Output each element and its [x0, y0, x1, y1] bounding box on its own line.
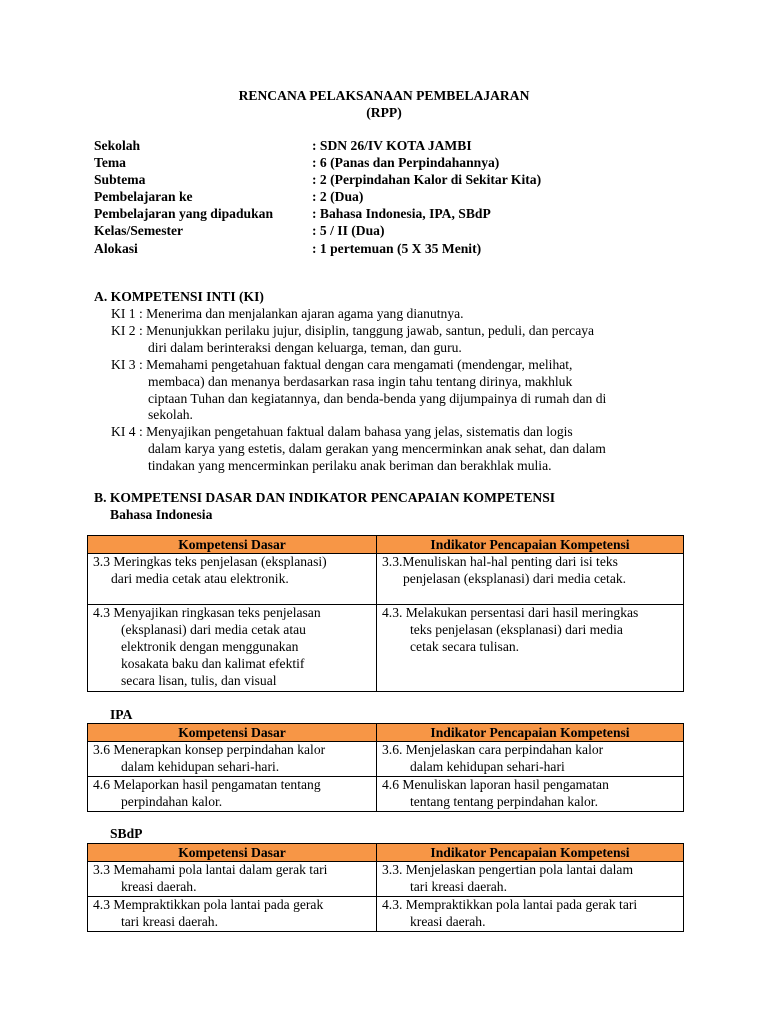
ipk-cell	[377, 896, 684, 931]
info-row-subtema	[94, 172, 694, 189]
section-b-heading: B. KOMPETENSI DASAR DAN INDIKATOR PENCAPAIAN KOMPETENSI	[94, 490, 556, 505]
info-label: Sekolah	[94, 138, 141, 153]
info-row-kelas-semester	[94, 223, 694, 240]
info-row-pembelajaran-ke	[94, 189, 694, 206]
info-row-sekolah	[94, 138, 694, 155]
section-a-heading: A. KOMPETENSI INTI (KI)	[94, 289, 264, 304]
ki-text-cont: tindakan yang mencerminkan perilaku anak beriman dan berakhlak mulia.	[148, 458, 552, 474]
info-label: Alokasi	[94, 240, 138, 256]
kd-text-cont: kreasi daerah.	[121, 878, 197, 894]
header-kompetensi-dasar: Kompetensi Dasar	[88, 844, 377, 862]
kd-text-cont: secara lisan, tulis, dan visual	[121, 672, 277, 688]
ki-item	[111, 323, 675, 357]
kd-text-cont: dalam kehidupan sehari-hari.	[121, 758, 280, 774]
ipk-text-cont: teks penjelasan (eksplanasi) dari media	[410, 621, 623, 637]
info-label: Pembelajaran ke	[94, 189, 193, 205]
header-kompetensi-dasar: Kompetensi Dasar	[88, 536, 377, 554]
kd-text: 3.6 Menerapkan konsep perpindahan kalor	[93, 742, 326, 757]
ipk-cell	[377, 742, 684, 777]
ki-text-cont: ciptaan Tuhan dan kegiatannya, dan benda-benda yang dijumpainya di rumah dan di	[148, 390, 607, 406]
ki-item	[111, 306, 675, 323]
ki-list	[111, 306, 675, 475]
info-label: Subtema	[94, 172, 146, 188]
ipk-cell	[377, 605, 684, 692]
info-row-tema	[94, 155, 694, 172]
info-value: : 6 (Panas dan Perpindahannya)	[312, 155, 500, 171]
kd-text: 4.6 Melaporkan hasil pengamatan tentang	[93, 776, 321, 792]
kd-text-cont: tari kreasi daerah.	[121, 913, 218, 929]
ipk-text-cont: kreasi daerah.	[410, 913, 486, 929]
header-indikator: Indikator Pencapaian Kompetensi	[377, 844, 684, 862]
ipk-text: 3.6. Menjelaskan cara perpindahan kalor	[382, 742, 604, 757]
info-label: Tema	[94, 155, 126, 171]
kd-text: 4.3 Mempraktikkan pola lantai pada gerak	[93, 896, 324, 912]
ki-text: KI 3 : Memahami pengetahuan faktual dengan cara mengamati (mendengar, melihat,	[111, 356, 573, 372]
kd-text-cont: perpindahan kalor.	[121, 793, 223, 809]
ki-text: KI 1 : Menerima dan menjalankan ajaran agama yang dianutnya.	[111, 306, 464, 321]
ipk-text: 4.6 Menuliskan laporan hasil pengamatan	[382, 776, 609, 792]
info-label: Kelas/Semester	[94, 223, 184, 239]
identity-info	[94, 138, 694, 258]
document-title: RENCANA PELAKSANAAN PEMBELAJARAN	[238, 88, 530, 103]
kd-text: 3.3 Memahami pola lantai dalam gerak tari	[93, 862, 328, 877]
info-value: : 2 (Dua)	[312, 189, 364, 205]
header-indikator: Indikator Pencapaian Kompetensi	[377, 724, 684, 742]
info-row-alokasi	[94, 241, 694, 258]
info-value: : 5 / II (Dua)	[312, 223, 385, 239]
kd-text-cont: elektronik dengan menggunakan	[121, 638, 299, 654]
table-row	[88, 862, 684, 897]
info-value: : 2 (Perpindahan Kalor di Sekitar Kita)	[312, 172, 542, 188]
header-indikator: Indikator Pencapaian Kompetensi	[377, 536, 684, 554]
table-row	[88, 554, 684, 605]
kd-text-cont: kosakata baku dan kalimat efektif	[121, 655, 305, 671]
kd-cell	[88, 605, 377, 692]
ipk-cell	[377, 862, 684, 897]
ipk-text-cont: penjelasan (eksplanasi) dari media cetak.	[403, 570, 627, 586]
kd-text-cont: (eksplanasi) dari media cetak atau	[121, 621, 306, 637]
table-sbdp	[87, 843, 684, 932]
info-label: Pembelajaran yang dipadukan	[94, 206, 274, 222]
info-row-dipadukan	[94, 206, 694, 223]
subject-title-sbdp: SBdP	[110, 826, 143, 841]
ki-text-cont: diri dalam berinteraksi dengan keluarga, teman, dan guru.	[148, 339, 462, 355]
kd-text: 4.3 Menyajikan ringkasan teks penjelasan	[93, 605, 321, 620]
ipk-text-cont: dalam kehidupan sehari-hari	[410, 758, 565, 774]
table-ipa	[87, 723, 684, 812]
ipk-cell	[377, 554, 684, 605]
ipk-text-cont: cetak secara tulisan.	[410, 638, 520, 654]
document-subtitle: (RPP)	[366, 105, 402, 120]
kd-cell	[88, 554, 377, 605]
ki-item	[111, 357, 675, 425]
kd-cell	[88, 742, 377, 777]
table-header-row	[88, 844, 684, 862]
table-bahasa-indonesia	[87, 535, 684, 692]
table-header-row	[88, 724, 684, 742]
ipk-text: 4.3. Mempraktikkan pola lantai pada gerak tari	[382, 896, 638, 912]
ipk-text: 4.3. Melakukan persentasi dari hasil meringkas	[382, 605, 639, 620]
ipk-text: 3.3. Menjelaskan pengertian pola lantai dalam	[382, 862, 634, 877]
ki-text-cont: membaca) dan menanya berdasarkan rasa ingin tahu tentang dirinya, makhluk	[148, 373, 573, 389]
kd-text-cont: dari media cetak atau elektronik.	[111, 570, 289, 586]
ipk-text: 3.3.Menuliskan hal-hal penting dari isi teks	[382, 554, 618, 569]
kd-text: 3.3 Meringkas teks penjelasan (eksplanasi)	[93, 554, 327, 569]
table-row	[88, 776, 684, 811]
ipk-text-cont: tari kreasi daerah.	[410, 878, 507, 894]
table-header-row	[88, 536, 684, 554]
ki-item	[111, 424, 675, 475]
ki-text: KI 4 : Menyajikan pengetahuan faktual dalam bahasa yang jelas, sistematis dan logis	[111, 424, 573, 440]
subject-title-bahasa: Bahasa Indonesia	[110, 507, 213, 522]
ki-text-cont: dalam karya yang estetis, dalam gerakan yang mencerminkan anak sehat, dan dalam	[148, 441, 606, 457]
info-value: : 1 pertemuan (5 X 35 Menit)	[312, 240, 482, 256]
subject-title-ipa: IPA	[110, 707, 133, 722]
ipk-text-cont: tentang tentang perpindahan kalor.	[410, 793, 598, 809]
ipk-cell	[377, 776, 684, 811]
info-value: : Bahasa Indonesia, IPA, SBdP	[312, 206, 491, 222]
table-row	[88, 742, 684, 777]
ki-text: KI 2 : Menunjukkan perilaku jujur, disiplin, tanggung jawab, santun, peduli, dan percaya	[111, 322, 595, 338]
kd-cell	[88, 776, 377, 811]
table-row	[88, 896, 684, 931]
kd-cell	[88, 896, 377, 931]
info-value: : SDN 26/IV KOTA JAMBI	[312, 138, 472, 153]
ki-text-cont: sekolah.	[148, 407, 193, 423]
header-kompetensi-dasar: Kompetensi Dasar	[88, 724, 377, 742]
kd-cell	[88, 862, 377, 897]
table-row	[88, 605, 684, 692]
